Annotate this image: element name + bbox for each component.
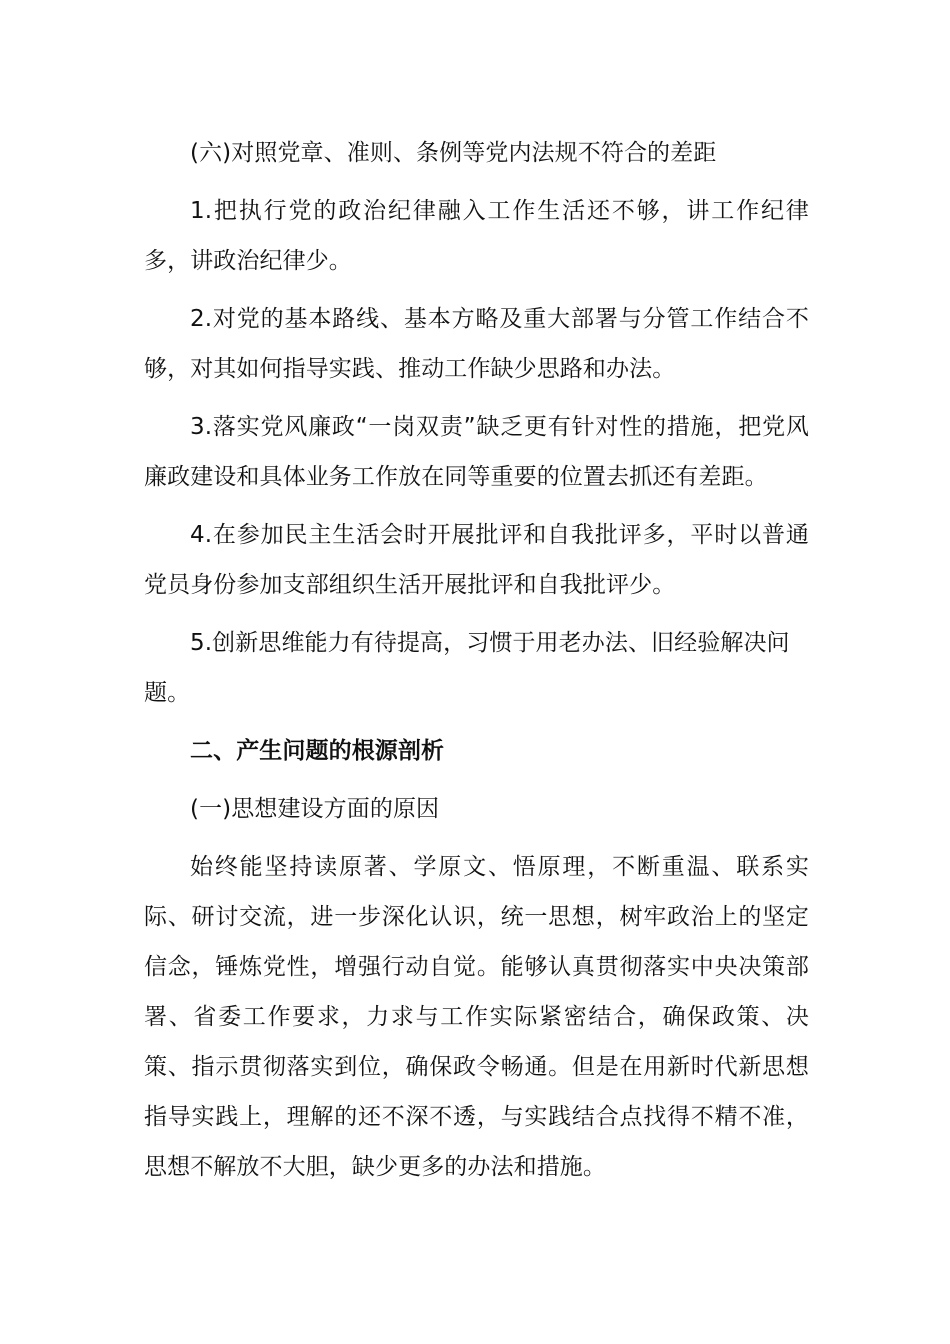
list-item-4: 4.在参加民主生活会时开展批评和自我批评多，平时以普通党员身份参加支部组织生活开展批评和自我批评少。	[144, 522, 809, 598]
section-subheading-one: (一)思想建设方面的原因	[190, 796, 440, 822]
list-item-1: 1.把执行党的政治纪律融入工作生活还不够，讲工作纪律多，讲政治纪律少。	[144, 198, 809, 274]
list-item-3: 3.落实党风廉政“一岗双责”缺乏更有针对性的措施，把党风廉政建设和具体业务工作放在同等重要的位置去抓还有差距。	[144, 414, 809, 490]
section-subheading-six: (六)对照党章、准则、条例等党内法规不符合的差距	[190, 140, 717, 166]
list-item-2: 2.对党的基本路线、基本方略及重大部署与分管工作结合不够，对其如何指导实践、推动工作缺少思路和办法。	[144, 306, 809, 382]
section-heading-two: 二、产生问题的根源剖析	[190, 738, 445, 764]
body-paragraph: 始终能坚持读原著、学原文、悟原理，不断重温、联系实际、研讨交流，进一步深化认识，统一思想，树牢政治上的坚定信念，锤炼党性，增强行动自觉。能够认真贯彻落实中央决策部署、省委工作要求，力求与工作实际紧密结合，确保政策、决策、指示贯彻落实到位，确保政令畅通。但是在用新时代新思想指导实践上，理解的还不深不透，与实践结合点找得不精不准，思想不解放不大胆，缺少更多的办法和措施。	[144, 854, 809, 1180]
document-body	[144, 128, 809, 1200]
list-item-5: 5.创新思维能力有待提高，习惯于用老办法、旧经验解决问题。	[144, 630, 790, 706]
